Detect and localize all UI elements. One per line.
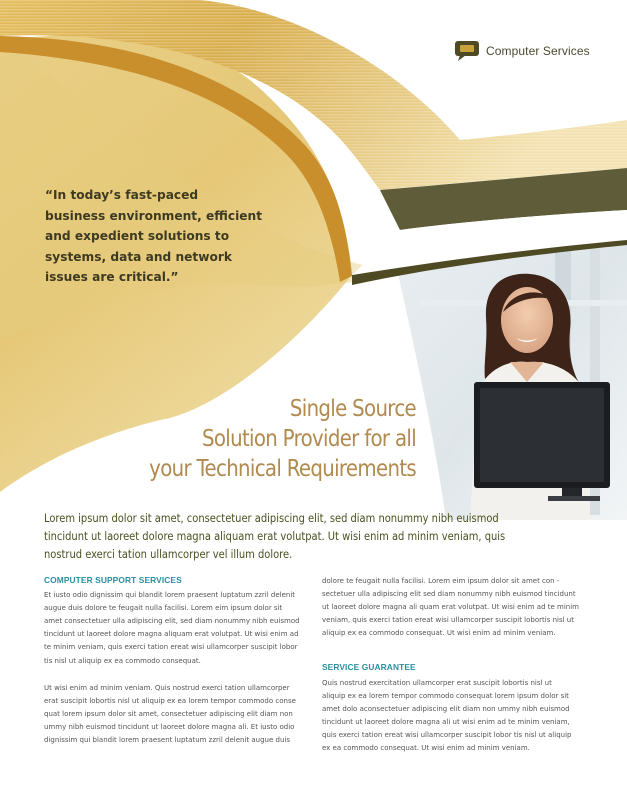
body-line: ex ea commodo consequat. Ut wisi enim ad minim veniam. (322, 744, 530, 753)
body-line: quat lorem ipsum dolor sit amet, consectetuer adipiscing elit diam non (44, 709, 293, 718)
body-line: amet dolo aconsectetuer adipiscing elit diam non ummy nibh euismod (322, 704, 570, 713)
body-line: erat suscipit lobortis nisl ut aliquip ex ea lorem tempor commodo conse (44, 696, 296, 705)
body-line: dolore te feugait nulla facilisi. Lorem eim ipsum dolor sit amet con - (322, 577, 560, 585)
headline-line: Solution Provider for all (202, 426, 416, 452)
body-line: amet consectetuer ulla adipiscing elit, sed diam nonummy nibh euismod (44, 617, 300, 626)
body-line: veniam, quis exerci tation ereat wisi ullamcorper suscipit lobortis nisl ut (322, 616, 574, 625)
pull-quote (45, 185, 275, 288)
quote-line: and expedient solutions to (45, 229, 230, 243)
support-heading: COMPUTER SUPPORT SERVICES (44, 575, 182, 585)
body-line: ut laoreet dolore magna ali quam erat volutpat. Ut wisi enim ad te minim (322, 603, 579, 612)
guarantee-heading: SERVICE GUARANTEE (322, 662, 416, 673)
body-line: te minim veniam, quis exerci tation ereat wisi ullamcorper suscipit lobor (44, 643, 298, 652)
intro-line: nostrud exerci tation ullamcorper vel illum dolore. (44, 547, 293, 561)
quote-line: business environment, efficient (45, 208, 263, 223)
body-line: Ut wisi enim ad minim veniam. Quis nostrud exerci tation ullamcorper (44, 683, 290, 692)
body-line: ummy nibh euismod tincidunt ut laoreet dolore magna ali. Et iusto odio (44, 722, 295, 731)
intro-paragraph (44, 509, 531, 563)
quote-line: systems, data and network (45, 249, 232, 264)
paragraph-gap (44, 668, 309, 682)
intro-line: Lorem ipsum dolor sit amet, consectetuer adipiscing elit, sed diam nonummy nibh euismod (44, 511, 499, 525)
paragraph-gap (322, 640, 592, 661)
body-line: quis exerci tation ereat wisi ullamcorper suscipit lobor tis nisl ut aliquip (322, 730, 572, 739)
quote-line: “In today’s fast-paced (45, 188, 199, 202)
headline-line: your Technical Requirements (149, 456, 416, 482)
body-line: tincidunt ut laoreet dolore magna aliquam erat volutpat. Ut wisi enim ad (44, 630, 299, 639)
body-line: aliquip ex ea lorem tempor commodo consequat lorem ipsum dolor sit (322, 691, 569, 700)
brand-name: Computer Services (486, 44, 590, 58)
left-column (44, 574, 309, 747)
page-headline (144, 394, 416, 484)
headline-line: Single Source (289, 396, 416, 422)
body-line: aliquip ex ea commodo consequat. Ut wisi enim ad minim veniam. (322, 629, 556, 638)
brand-logo (454, 40, 590, 62)
body-line: augue duis dolore te feugait nulla facilisi. Lorem eim ipsum dolor sit (44, 604, 283, 613)
quote-line: issues are critical.” (45, 270, 179, 284)
body-line: dignissim qui blandit lorem praesent luptatum zzril delenit augue duis (44, 736, 290, 745)
body-line: Et iusto odio dignissim qui blandit lorem praesent luptatum zzril delenit (44, 591, 296, 600)
body-line: sectetuer ulla adipiscing elit sed diam nonummy nibh euismod tincidunt (322, 590, 576, 599)
speech-bubble-monitor-icon (454, 40, 480, 62)
body-line: tis nisl ut aliquip ex ea commodo consequat. (44, 656, 201, 665)
intro-line: tincidunt ut laoreet dolore magna aliquam erat volutpat. Ut wisi enim ad minim veniam, quis (44, 529, 506, 543)
body-line: tincidunt ut laoreet dolore magna ali ut wisi enim ad te minim veniam, (322, 717, 570, 726)
body-line: Quis nostrud exercitation ullamcorper erat suscipit lobortis nisl ut (322, 678, 552, 687)
right-column (322, 575, 592, 755)
